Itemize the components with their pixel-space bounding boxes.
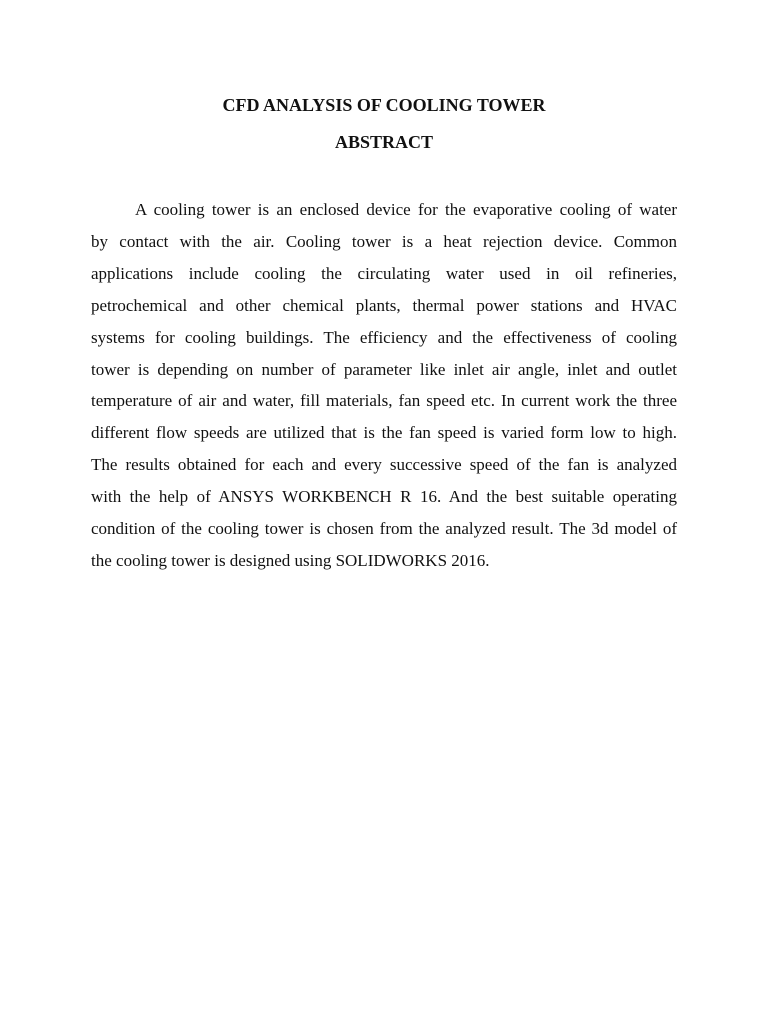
abstract-line: condition of the cooling tower is chosen from the analyzed result. The 3d model of (91, 519, 677, 539)
abstract-line: with the help of ANSYS WORKBENCH R 16. And the best suitable operating (91, 487, 677, 507)
abstract-line: temperature of air and water, fill materials, fan speed etc. In current work the three (91, 391, 677, 411)
abstract-line: by contact with the air. Cooling tower is a heat rejection device. Common (91, 231, 677, 251)
document-title: CFD ANALYSIS OF COOLING TOWER (222, 95, 546, 115)
abstract-line: applications include cooling the circulating water used in oil refineries, (91, 263, 677, 283)
abstract-line: A cooling tower is an enclosed device for the evaporative cooling of water (135, 200, 677, 219)
abstract-line: different flow speeds are utilized that is the fan speed is varied form low to high. (91, 423, 677, 443)
section-heading: ABSTRACT (334, 132, 434, 152)
abstract-line: the cooling tower is designed using SOLIDWORKS 2016. (91, 550, 490, 570)
abstract-line: The results obtained for each and every successive speed of the fan is analyzed (91, 455, 677, 475)
abstract-line: tower is depending on number of parameter like inlet air angle, inlet and outlet (91, 359, 677, 379)
abstract-line: systems for cooling buildings. The efficiency and the effectiveness of cooling (91, 327, 677, 347)
abstract-paragraph (91, 194, 677, 577)
abstract-line: petrochemical and other chemical plants, thermal power stations and HVAC (91, 295, 677, 315)
